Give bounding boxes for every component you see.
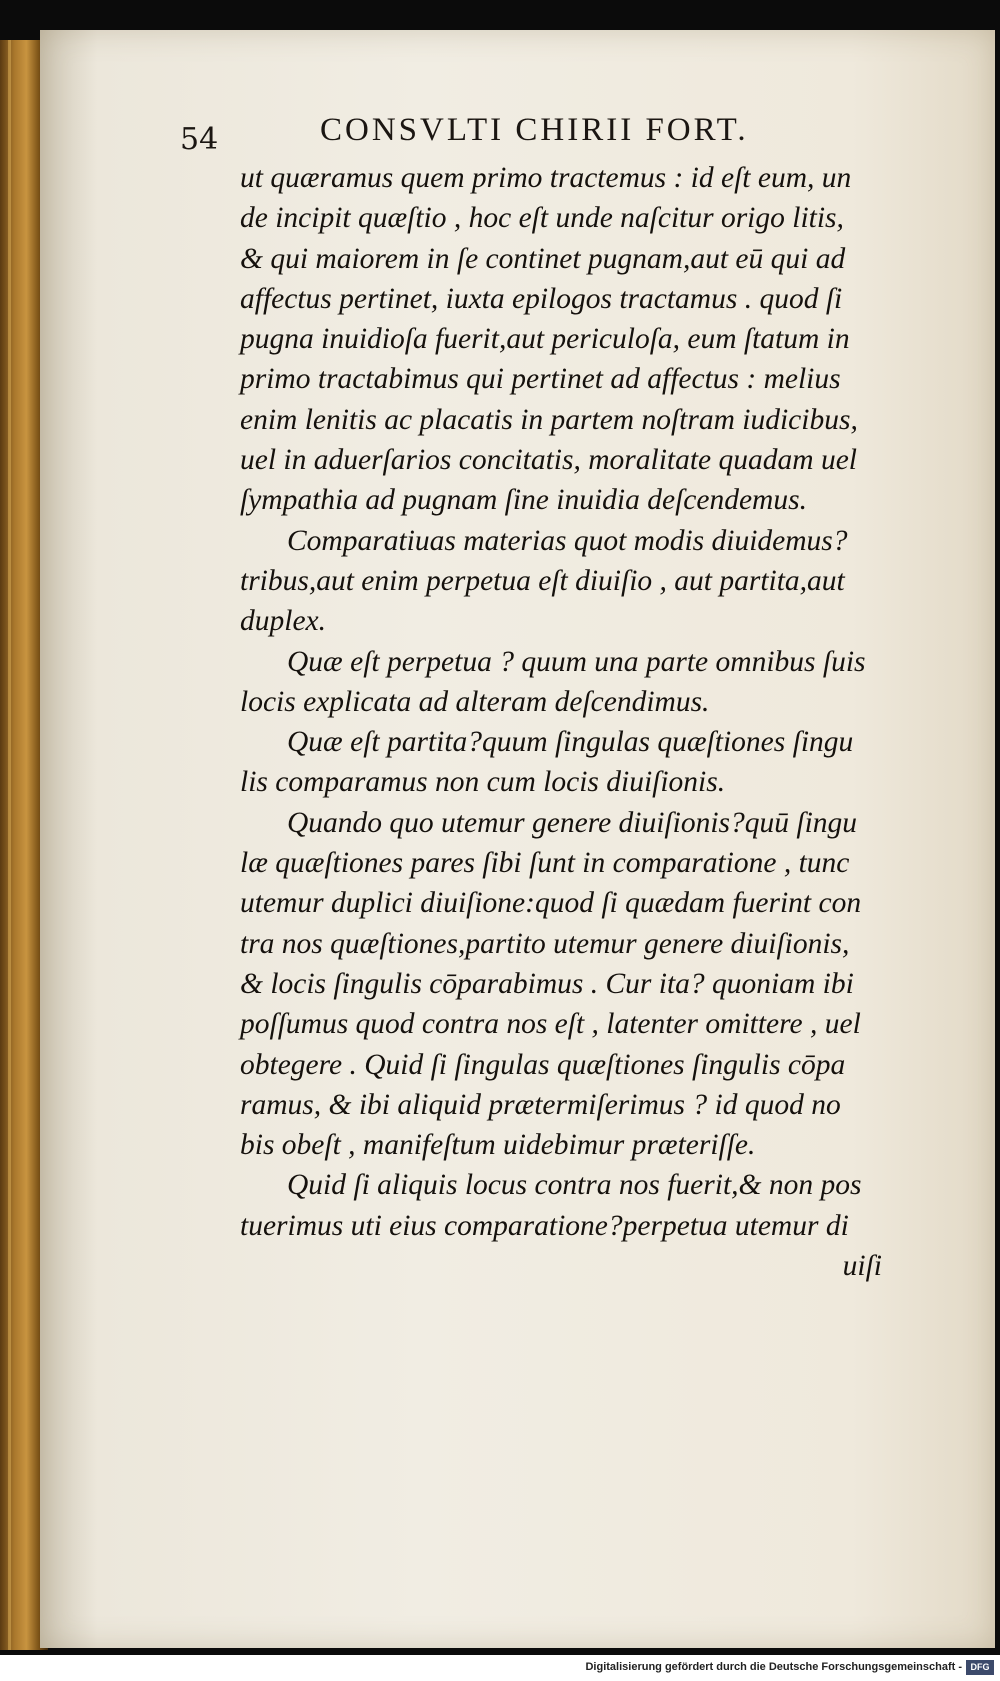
- text-line: tra nos quæſtiones,partito utemur genere diuiſionis,: [240, 927, 850, 960]
- text-line: ut quæramus quem primo tractemus : id eſt eum, un: [240, 162, 852, 194]
- text-line: uel in aduerſarios concitatis, moralitate quadam uel: [240, 444, 857, 477]
- text-line: de incipit quæſtio , hoc eſt unde naſcitur origo litis,: [240, 202, 844, 235]
- catchword: uiſi: [842, 1250, 882, 1283]
- text-line: duplex.: [240, 605, 327, 638]
- paragraph-start-line: Quando quo utemur genere diuiſionis?quū ſingu: [287, 806, 858, 839]
- paragraph-start-line: Quæ eſt partita?quum ſingulas quæſtiones ſingu: [287, 726, 854, 759]
- text-line: læ quæſtiones pares ſibi ſunt in comparatione , tunc: [240, 847, 850, 880]
- text-line: utemur duplici diuiſione:quod ſi quædam fuerint con: [240, 887, 862, 920]
- text-line: enim lenitis ac placatis in partem noſtram iudicibus,: [240, 403, 858, 436]
- text-line: tuerimus uti eius comparatione?perpetua utemur di: [240, 1209, 849, 1242]
- text-line: affectus pertinet, iuxta epilogos tractamus . quod ſi: [240, 282, 843, 315]
- paragraph-start-line: Quid ſi aliquis locus contra nos fuerit,& non pos: [287, 1169, 862, 1202]
- text-line: tribus,aut enim perpetua eſt diuiſio , aut partita,aut: [240, 564, 845, 597]
- text-line: locis explicata ad alteram deſcendimus.: [240, 685, 710, 718]
- text-line: obtegere . Quid ſi ſingulas quæſtiones ſingulis cōpa: [240, 1048, 846, 1081]
- running-head: CONSVLTI CHIRII FORT.: [320, 112, 749, 148]
- body-text: [240, 158, 900, 1286]
- text-line: bis obeſt , manifeſtum uidebimur præteriſſe.: [240, 1129, 756, 1162]
- paragraph-start-line: Comparatiuas materias quot modis diuidemus?: [287, 524, 848, 557]
- text-line: ſympathia ad pugnam ſine inuidia deſcendemus.: [240, 484, 807, 517]
- text-line: pugna inuidioſa fuerit,aut periculoſa, eum ſtatum in: [240, 323, 850, 356]
- page-number: 54: [180, 122, 219, 157]
- text-line: ramus, & ibi aliquid prætermiſerimus ? id quod no: [240, 1088, 841, 1121]
- paragraph-start-line: Quæ eſt perpetua ? quum una parte omnibus ſuis: [287, 645, 866, 678]
- text-line: & locis ſingulis cōparabimus . Cur ita? quoniam ibi: [240, 967, 854, 1000]
- text-line: primo tractabimus qui pertinet ad affectus : melius: [240, 363, 841, 396]
- footer-bar: [0, 1655, 1000, 1681]
- text-line: poſſumus quod contra nos eſt , latenter omittere , uel: [240, 1008, 861, 1041]
- text-line: & qui maiorem in ſe continet pugnam,aut eū qui ad: [240, 242, 846, 275]
- dfg-logo-icon: DFG: [966, 1660, 994, 1675]
- text-line: lis comparamus non cum locis diuiſionis.: [240, 766, 726, 799]
- funding-credit: Digitalisierung gefördert durch die Deutsche Forschungsgemeinschaft -: [585, 1661, 962, 1673]
